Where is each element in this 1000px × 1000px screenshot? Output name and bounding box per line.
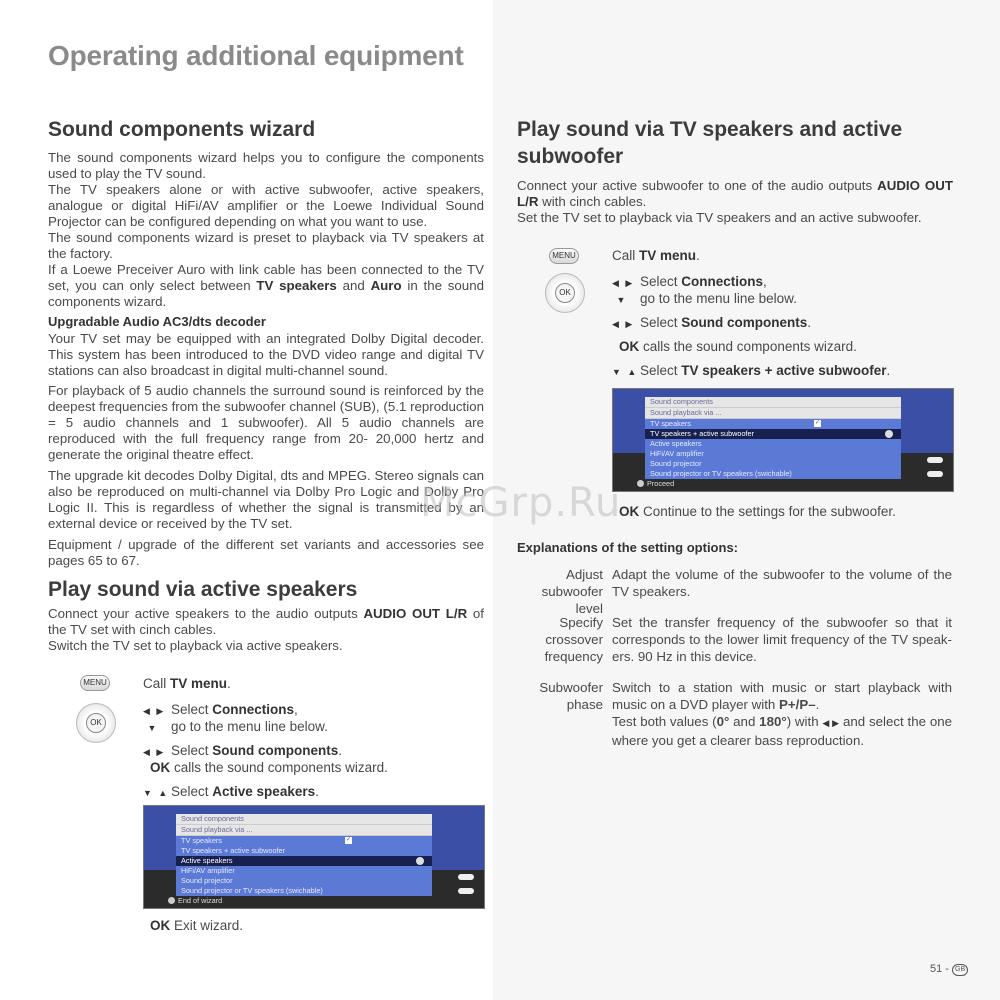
term-crossover-frequency: Specify crossover frequency [544,615,603,664]
step-goto-menu-line: ▼ go to the menu line below. [143,718,328,737]
desc-adjust-subwoofer-level: Adapt the volume of the subwoofer to the volume of the TV speakers. [612,567,952,599]
decoder-para-2: For playback of 5 audio channels the surround sound is reinforced by the deepest frequencies from the subwoofer channel (SUB), (5.1 reproduction = 5 audio channels and 1 subwoofer). All 5 audio channels are reproduced with the full frequency range from 20- 20,000 hertz and generate the original theatre effect. [48,383,484,462]
left-right-arrows-icon: ◀ ▶ [143,747,166,757]
active-speakers-intro: Connect your active speakers to the audio outputs AUDIO OUT L/R of the TV set with cinch cables. Switch the TV set to playback via active speakers. [48,606,484,653]
step-ok-calls-wizard-2: OK calls the sound components wizard. [619,339,857,354]
desc-subwoofer-phase: Switch to a station with music or start playback with music on a DVD player with P+/P–. Test both values (0° and 180°) with ◀ ▶ and select the one where you get a clearer bass reproduction. [612,680,953,748]
step-ok-exit-wizard: OK Exit wizard. [150,918,244,933]
step-call-menu: Call TV menu. [143,676,231,691]
subwoofer-heading: Play sound via TV speakers and active subwoofer [517,118,903,168]
page-number: 51 - GB [930,963,968,976]
down-arrow-icon: ▼ [612,295,628,305]
wizard-heading: Sound components wizard [48,118,316,141]
left-right-arrows-icon: ◀ ▶ [612,278,635,288]
term-subwoofer-phase: Subwoofer phase [539,680,603,712]
language-badge: GB [952,964,968,976]
ok-navigation-icon: OK [545,273,585,313]
step-select-sound-components: ◀ ▶ Select Sound components. [143,742,342,761]
menu-button-icon: MENU [549,248,579,264]
step-select-connections-2: ◀ ▶ Select Connections, [612,273,767,292]
step-select-tv-subwoofer: ▼ ▲ Select TV speakers + active subwoofer. [612,362,890,381]
page-title: Operating additional equipment [48,40,464,71]
left-right-arrows-icon: ◀ ▶ [612,319,635,329]
step-select-connections: ◀ ▶ Select Connections, [143,701,298,720]
subwoofer-intro: Connect your active subwoofer to one of the audio outputs AUDIO OUT L/R with cinch cables. Set the TV set to playback via TV speakers and an active subwoofer. [517,178,954,225]
left-right-arrows-icon: ◀ ▶ [822,718,840,728]
step-ok-continue: OK Continue to the settings for the subwoofer. [619,504,896,519]
term-adjust-subwoofer-level: Adjust subwoofer level [541,567,603,616]
down-up-arrows-icon: ▼ ▲ [143,788,170,798]
down-arrow-icon: ▼ [143,723,159,733]
decoder-para-3: The upgrade kit decodes Dolby Digital, dts and MPEG. Stereo signals can also be reproduced on multi-channel via Dolby Pro Logic and Dolby Pro Logic II. This is regardless of whether the signal is transmitted by an external device or received by the TV set. [48,468,484,531]
explanations-heading: Explanations of the setting options: [517,540,738,555]
watermark: McGrp.Ru [420,480,622,526]
decoder-para-1: Your TV set may be equipped with an integrated Dolby Digital decoder. This system has been introduced to the DVD video range and digital TV stations can also broadcast in digital multi-channel sound. [48,331,484,378]
left-right-arrows-icon: ◀ ▶ [143,706,166,716]
down-up-arrows-icon: ▼ ▲ [612,367,639,377]
tv-menu-screenshot-active: Sound components Sound playback via ... TV speakers ✓ TV speakers + active subwoofer Active speakers HiFi/AV amplifier Sound projector Sound projector or TV speakers (swichable) End of wizard [143,805,485,909]
decoder-para-4: Equipment / upgrade of the different set variants and accessories see pages 65 to 67. [48,537,484,568]
menu-button-icon: MENU [80,675,110,691]
desc-crossover-frequency: Set the transfer frequency of the subwoofer so that it corresponds to the lower limit frequency of the TV speak-ers. 90 Hz in this device. [612,615,952,664]
active-speakers-heading: Play sound via active speakers [48,578,358,601]
decoder-subheading: Upgradable Audio AC3/dts decoder [48,314,266,329]
step-select-sound-components-2: ◀ ▶ Select Sound components. [612,314,811,333]
step-select-active-speakers: ▼ ▲ Select Active speakers. [143,783,319,802]
wizard-intro: The sound components wizard helps you to configure the components used to play the TV sound. The TV speakers alone or with active subwoofer, active speakers, analogue or digital HiFi/AV amplifier or the Loewe Individual Sound Projector can be configured depending on what you want to use. The sound components wizard is preset to playback via TV speakers at the factory. If a Loewe Preceiver Auro with link cable has been connected to the TV set, you can only select between TV speakers and Auro in the sound components wizard. [48,150,484,309]
ok-navigation-icon: OK [76,703,116,743]
step-ok-calls-wizard: OK calls the sound components wizard. [150,760,388,775]
step-goto-menu-line-2: ▼ go to the menu line below. [612,290,797,309]
tv-menu-screenshot-subwoofer: Sound components Sound playback via ... TV speakers ✓ TV speakers + active subwoofer Active speakers HiFi/AV amplifier Sound projector Sound projector or TV speakers (swichable) Proceed [612,388,954,492]
step-call-menu-2: Call TV menu. [612,248,700,263]
